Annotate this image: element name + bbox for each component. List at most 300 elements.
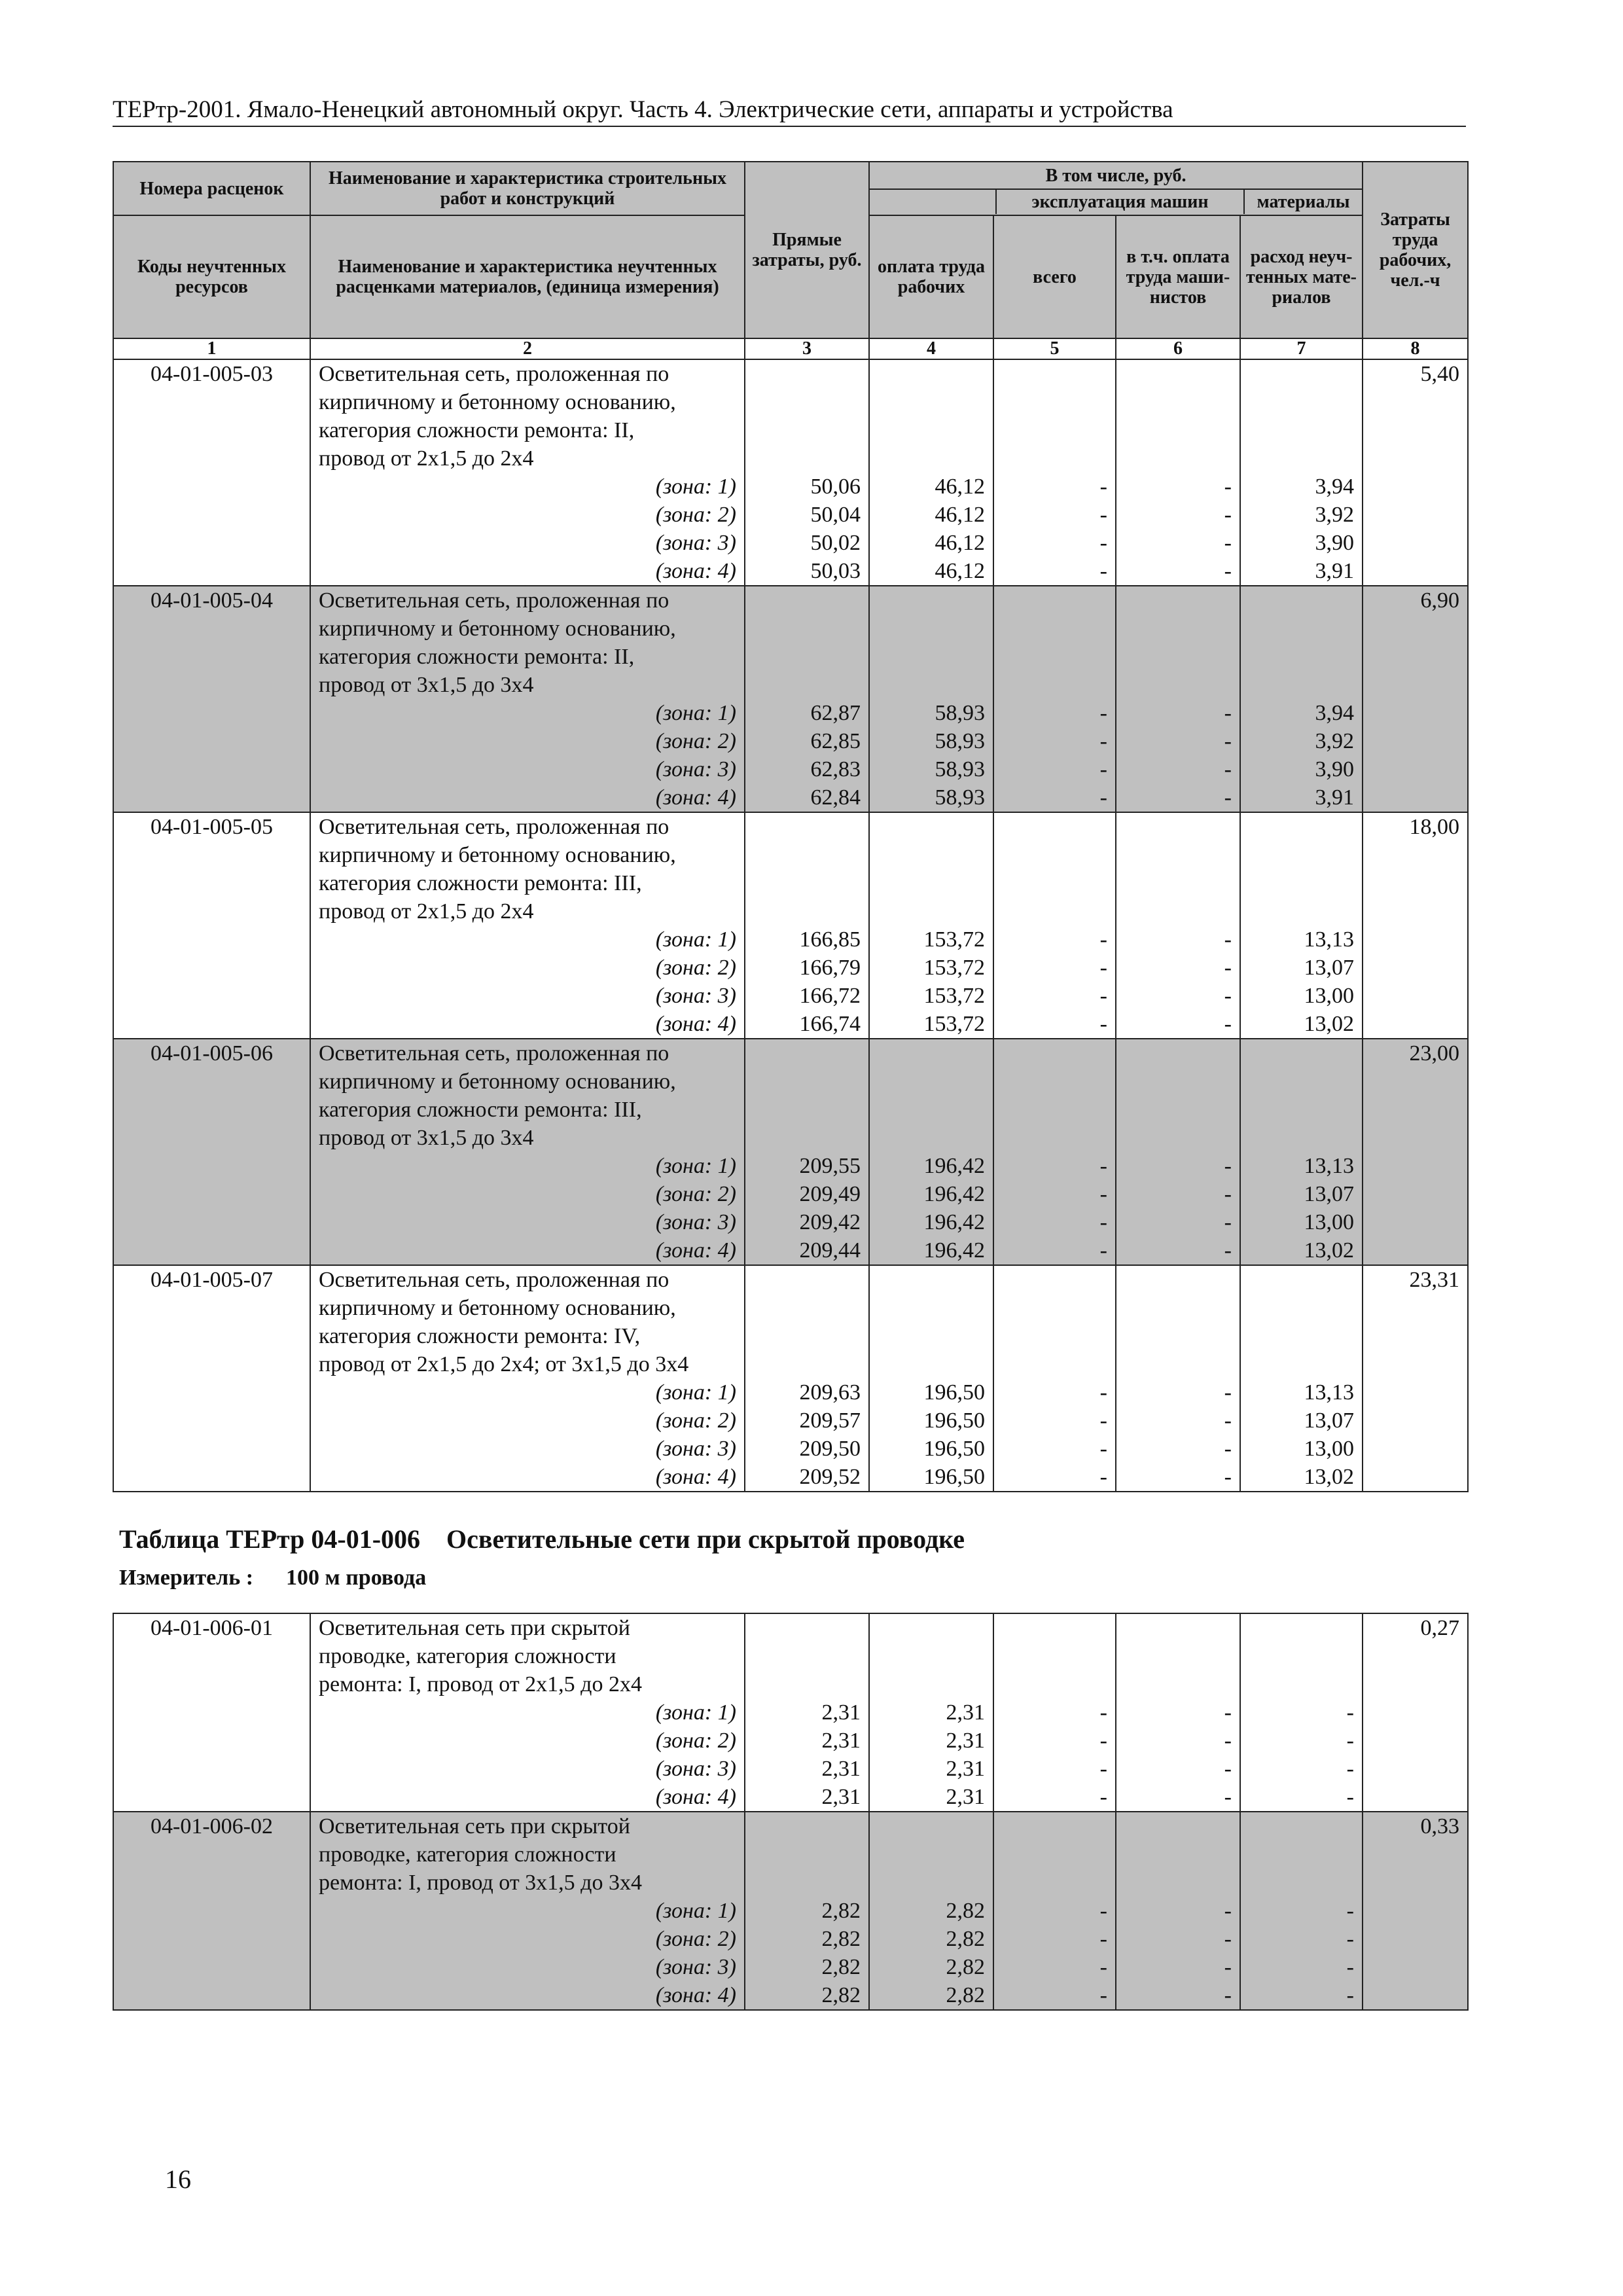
- col-number: 3: [745, 338, 869, 359]
- labor-pay: 153,72: [869, 954, 993, 982]
- rate-item: [113, 1613, 1468, 1812]
- empty-cell: [1363, 699, 1468, 727]
- empty-cell: [1363, 1755, 1468, 1783]
- empty-cell: [1116, 1124, 1240, 1152]
- measure-value: 100 м провода: [286, 1566, 427, 1590]
- materials-consumption: -: [1240, 1783, 1363, 1812]
- empty-cell: [993, 841, 1116, 869]
- machinist-pay: -: [1116, 557, 1240, 586]
- empty-cell: [869, 1067, 993, 1096]
- empty-cell: [745, 615, 869, 643]
- empty-cell: [1116, 643, 1240, 671]
- rate-description-line: ремонта: I, провод от 3x1,5 до 3x4: [310, 1869, 745, 1897]
- rate-description-line: Осветительная сеть, проложенная по: [310, 1039, 745, 1067]
- empty-cell: [993, 869, 1116, 897]
- empty-cell: [993, 671, 1116, 699]
- empty-cell: [993, 1265, 1116, 1294]
- direct-costs: 209,57: [745, 1407, 869, 1435]
- rates-table-006: [113, 1613, 1469, 2011]
- rate-description-line: провод от 2x1,5 до 2x4; от 3x1,5 до 3x4: [310, 1350, 745, 1378]
- materials-consumption: 3,90: [1240, 529, 1363, 557]
- rate-description-line: категория сложности ремонта: II,: [310, 643, 745, 671]
- zone-label: (зона: 1): [310, 1698, 745, 1727]
- empty-cell: [745, 812, 869, 841]
- direct-costs: 2,82: [745, 1981, 869, 2010]
- zone-label: (зона: 2): [310, 501, 745, 529]
- machine-total: -: [993, 1435, 1116, 1463]
- machinist-pay: -: [1116, 1463, 1240, 1492]
- empty-cell: [869, 897, 993, 925]
- empty-cell: [1363, 501, 1468, 529]
- empty-cell: [113, 1152, 310, 1180]
- empty-cell: [113, 1180, 310, 1208]
- direct-costs: 166,72: [745, 982, 869, 1010]
- rate-description-line: Осветительная сеть при скрытой: [310, 1812, 745, 1840]
- empty-cell: [113, 444, 310, 473]
- machinist-pay: -: [1116, 1236, 1240, 1265]
- empty-cell: [745, 1124, 869, 1152]
- machinist-pay: -: [1116, 699, 1240, 727]
- empty-cell: [113, 1010, 310, 1039]
- empty-cell: [1363, 1925, 1468, 1953]
- zone-row: [113, 1727, 1468, 1755]
- labor-pay: 153,72: [869, 982, 993, 1010]
- empty-cell: [869, 1869, 993, 1897]
- empty-cell: [1240, 586, 1363, 615]
- empty-cell: [113, 1378, 310, 1407]
- empty-cell: [1363, 1670, 1468, 1698]
- rate-description-line: Осветительная сеть, проложенная по: [310, 1265, 745, 1294]
- machine-total: -: [993, 1783, 1116, 1812]
- rate-description-line: категория сложности ремонта: III,: [310, 869, 745, 897]
- empty-cell: [1240, 1869, 1363, 1897]
- rate-description-line: кирпичному и бетонному основанию,: [310, 1067, 745, 1096]
- machinist-pay: -: [1116, 1378, 1240, 1407]
- empty-cell: [1240, 812, 1363, 841]
- machine-total: -: [993, 954, 1116, 982]
- empty-cell: [1116, 841, 1240, 869]
- empty-cell: [1363, 557, 1468, 586]
- empty-cell: [993, 643, 1116, 671]
- empty-cell: [1363, 643, 1468, 671]
- rate-code: 04-01-006-01: [113, 1613, 310, 1642]
- empty-cell: [869, 1613, 993, 1642]
- machine-total: -: [993, 1236, 1116, 1265]
- empty-cell: [1240, 1613, 1363, 1642]
- empty-cell: [745, 869, 869, 897]
- rate-description-line: Осветительная сеть, проложенная по: [310, 812, 745, 841]
- empty-cell: [745, 1613, 869, 1642]
- empty-cell: [1363, 755, 1468, 783]
- empty-cell: [113, 643, 310, 671]
- labor-pay: 58,93: [869, 699, 993, 727]
- empty-cell: [113, 1642, 310, 1670]
- empty-cell: [1363, 1208, 1468, 1236]
- empty-cell: [1240, 1096, 1363, 1124]
- empty-cell: [113, 388, 310, 416]
- rate-code: 04-01-005-04: [113, 586, 310, 615]
- empty-cell: [113, 1067, 310, 1096]
- labor-pay: 58,93: [869, 783, 993, 812]
- empty-cell: [869, 1265, 993, 1294]
- empty-cell: [869, 643, 993, 671]
- empty-cell: [745, 1039, 869, 1067]
- machinist-pay: -: [1116, 727, 1240, 755]
- materials-consumption: 13,02: [1240, 1236, 1363, 1265]
- zone-label: (зона: 3): [310, 529, 745, 557]
- col-name-materials: Наименование и характеристика неучтенных расценками материалов, (единица измерения): [310, 215, 745, 338]
- empty-cell: [993, 812, 1116, 841]
- empty-cell: [113, 1727, 310, 1755]
- rate-description-line: провод от 3x1,5 до 3x4: [310, 671, 745, 699]
- labor-costs: 23,31: [1363, 1265, 1468, 1294]
- labor-pay: 58,93: [869, 727, 993, 755]
- zone-row: [113, 954, 1468, 982]
- materials-consumption: 13,07: [1240, 1407, 1363, 1435]
- empty-cell: [745, 388, 869, 416]
- labor-pay: 46,12: [869, 501, 993, 529]
- materials-consumption: -: [1240, 1953, 1363, 1981]
- empty-cell: [745, 1840, 869, 1869]
- empty-cell: [869, 869, 993, 897]
- zone-row: [113, 1698, 1468, 1727]
- empty-cell: [869, 1096, 993, 1124]
- machine-total: -: [993, 982, 1116, 1010]
- empty-cell: [1116, 671, 1240, 699]
- empty-cell: [1363, 1727, 1468, 1755]
- empty-cell: [1240, 1350, 1363, 1378]
- materials-consumption: -: [1240, 1981, 1363, 2010]
- empty-cell: [993, 444, 1116, 473]
- empty-cell: [1116, 444, 1240, 473]
- empty-cell: [745, 671, 869, 699]
- direct-costs: 209,49: [745, 1180, 869, 1208]
- empty-cell: [113, 416, 310, 444]
- zone-label: (зона: 4): [310, 1010, 745, 1039]
- empty-cell: [1116, 615, 1240, 643]
- labor-costs: 6,90: [1363, 586, 1468, 615]
- empty-cell: [1363, 1463, 1468, 1492]
- empty-cell: [113, 1463, 310, 1492]
- labor-pay: 196,50: [869, 1378, 993, 1407]
- col-number: 4: [869, 338, 993, 359]
- zone-row: [113, 783, 1468, 812]
- empty-cell: [1240, 416, 1363, 444]
- empty-cell: [1240, 359, 1363, 388]
- rate-description-line: Осветительная сеть, проложенная по: [310, 586, 745, 615]
- machine-total: -: [993, 1180, 1116, 1208]
- empty-cell: [1116, 359, 1240, 388]
- col-number: 2: [310, 338, 745, 359]
- materials-consumption: 13,07: [1240, 954, 1363, 982]
- machine-total: -: [993, 557, 1116, 586]
- empty-cell: [1240, 841, 1363, 869]
- zone-label: (зона: 4): [310, 1981, 745, 2010]
- zone-row: [113, 1236, 1468, 1265]
- labor-pay: 196,42: [869, 1236, 993, 1265]
- empty-cell: [1116, 388, 1240, 416]
- machine-total: -: [993, 1378, 1116, 1407]
- empty-cell: [113, 1897, 310, 1925]
- zone-label: (зона: 2): [310, 1180, 745, 1208]
- empty-cell: [113, 841, 310, 869]
- col-number: 7: [1240, 338, 1363, 359]
- labor-pay: 58,93: [869, 755, 993, 783]
- measure-unit: [119, 1564, 426, 1592]
- rate-item: [113, 586, 1468, 812]
- empty-cell: [113, 1783, 310, 1812]
- empty-cell: [1363, 1783, 1468, 1812]
- machinist-pay: -: [1116, 1435, 1240, 1463]
- col-labor-costs: Затраты труда рабочих, чел.-ч: [1363, 162, 1468, 338]
- empty-cell: [869, 841, 993, 869]
- col-direct-costs: Прямые затраты, руб.: [745, 162, 869, 338]
- col-machine-operation: эксплуатация машин: [995, 190, 1245, 214]
- empty-cell: [993, 1039, 1116, 1067]
- col-machinist-pay: в т.ч. оплата труда маши-нистов: [1116, 215, 1240, 338]
- col-including: [869, 162, 1363, 215]
- materials-consumption: 3,92: [1240, 727, 1363, 755]
- empty-cell: [993, 1869, 1116, 1897]
- empty-cell: [113, 1981, 310, 2010]
- empty-cell: [1363, 1350, 1468, 1378]
- empty-cell: [1363, 1642, 1468, 1670]
- zone-row: [113, 1463, 1468, 1492]
- empty-cell: [113, 1869, 310, 1897]
- direct-costs: 50,02: [745, 529, 869, 557]
- empty-cell: [1363, 1294, 1468, 1322]
- machinist-pay: -: [1116, 982, 1240, 1010]
- table-name: Осветительные сети при скрытой проводке: [446, 1524, 965, 1554]
- rate-description-line: Осветительная сеть, проложенная по: [310, 359, 745, 388]
- empty-cell: [1363, 671, 1468, 699]
- rate-item: [113, 359, 1468, 586]
- empty-cell: [745, 1350, 869, 1378]
- zone-label: (зона: 3): [310, 1755, 745, 1783]
- rate-description-line: кирпичному и бетонному основанию,: [310, 615, 745, 643]
- empty-cell: [1240, 897, 1363, 925]
- direct-costs: 2,31: [745, 1698, 869, 1727]
- empty-cell: [1240, 388, 1363, 416]
- empty-cell: [1240, 615, 1363, 643]
- machinist-pay: -: [1116, 501, 1240, 529]
- labor-pay: 2,82: [869, 1953, 993, 1981]
- labor-costs: 0,33: [1363, 1812, 1468, 1840]
- empty-cell: [1240, 643, 1363, 671]
- empty-cell: [1363, 1067, 1468, 1096]
- materials-consumption: -: [1240, 1727, 1363, 1755]
- empty-cell: [993, 1642, 1116, 1670]
- empty-cell: [1363, 1124, 1468, 1152]
- empty-cell: [1240, 671, 1363, 699]
- empty-cell: [113, 1435, 310, 1463]
- direct-costs: 2,31: [745, 1783, 869, 1812]
- direct-costs: 2,82: [745, 1925, 869, 1953]
- col-materials-consumption: расход неуч-тенных мате-риалов: [1240, 215, 1363, 338]
- empty-cell: [1363, 1180, 1468, 1208]
- empty-cell: [1116, 897, 1240, 925]
- labor-pay: 2,31: [869, 1698, 993, 1727]
- materials-consumption: 13,02: [1240, 1463, 1363, 1492]
- col-name-works: Наименование и характеристика строительных работ и конструкций: [310, 162, 745, 215]
- rate-code: 04-01-005-03: [113, 359, 310, 388]
- machine-total: -: [993, 1463, 1116, 1492]
- empty-cell: [869, 444, 993, 473]
- table-title: [119, 1524, 965, 1555]
- machine-total: -: [993, 1698, 1116, 1727]
- labor-pay: 153,72: [869, 1010, 993, 1039]
- machinist-pay: -: [1116, 529, 1240, 557]
- zone-label: (зона: 3): [310, 1435, 745, 1463]
- zone-label: (зона: 3): [310, 982, 745, 1010]
- empty-cell: [1116, 416, 1240, 444]
- empty-cell: [993, 388, 1116, 416]
- machinist-pay: -: [1116, 1897, 1240, 1925]
- empty-cell: [745, 444, 869, 473]
- empty-cell: [869, 1350, 993, 1378]
- empty-cell: [869, 416, 993, 444]
- materials-consumption: 3,94: [1240, 699, 1363, 727]
- empty-cell: [113, 473, 310, 501]
- empty-cell: [1116, 1265, 1240, 1294]
- rate-item: [113, 1812, 1468, 2010]
- empty-cell: [993, 359, 1116, 388]
- empty-cell: [1363, 1869, 1468, 1897]
- machine-total: -: [993, 1953, 1116, 1981]
- labor-pay: 2,82: [869, 1925, 993, 1953]
- empty-cell: [1363, 897, 1468, 925]
- materials-consumption: -: [1240, 1897, 1363, 1925]
- direct-costs: 2,82: [745, 1953, 869, 1981]
- empty-cell: [1363, 1378, 1468, 1407]
- empty-cell: [113, 557, 310, 586]
- col-rate-numbers: Номера расценок: [113, 162, 310, 215]
- labor-pay: 196,42: [869, 1208, 993, 1236]
- empty-cell: [869, 359, 993, 388]
- rate-code: 04-01-005-05: [113, 812, 310, 841]
- empty-cell: [745, 1294, 869, 1322]
- col-resource-codes: Коды неучтенных ресурсов: [113, 215, 310, 338]
- direct-costs: 166,74: [745, 1010, 869, 1039]
- zone-label: (зона: 1): [310, 1897, 745, 1925]
- rate-description-line: проводке, категория сложности: [310, 1840, 745, 1869]
- empty-cell: [869, 1840, 993, 1869]
- empty-cell: [869, 1642, 993, 1670]
- empty-cell: [113, 501, 310, 529]
- empty-cell: [869, 1294, 993, 1322]
- empty-cell: [1240, 1067, 1363, 1096]
- direct-costs: 209,55: [745, 1152, 869, 1180]
- direct-costs: 50,03: [745, 557, 869, 586]
- zone-label: (зона: 2): [310, 727, 745, 755]
- materials-consumption: 3,92: [1240, 501, 1363, 529]
- labor-pay: 196,42: [869, 1180, 993, 1208]
- materials-consumption: 13,00: [1240, 1435, 1363, 1463]
- empty-cell: [993, 1812, 1116, 1840]
- empty-cell: [1116, 1642, 1240, 1670]
- rates-table-005: [113, 161, 1469, 1492]
- empty-cell: [1363, 1407, 1468, 1435]
- zone-label: (зона: 4): [310, 1463, 745, 1492]
- measure-label: Измеритель :: [119, 1566, 254, 1590]
- machine-total: -: [993, 1925, 1116, 1953]
- materials-consumption: 13,13: [1240, 925, 1363, 954]
- empty-cell: [113, 1840, 310, 1869]
- zone-row: [113, 1152, 1468, 1180]
- empty-cell: [1363, 925, 1468, 954]
- empty-cell: [869, 388, 993, 416]
- materials-consumption: 13,13: [1240, 1378, 1363, 1407]
- machinist-pay: -: [1116, 755, 1240, 783]
- empty-cell: [113, 1755, 310, 1783]
- zone-row: [113, 473, 1468, 501]
- materials-consumption: 13,02: [1240, 1010, 1363, 1039]
- machinist-pay: -: [1116, 1727, 1240, 1755]
- empty-cell: [1240, 1642, 1363, 1670]
- empty-cell: [113, 954, 310, 982]
- empty-cell: [1116, 1869, 1240, 1897]
- empty-cell: [1116, 1322, 1240, 1350]
- empty-cell: [1116, 869, 1240, 897]
- zone-label: (зона: 3): [310, 1953, 745, 1981]
- empty-cell: [993, 1294, 1116, 1322]
- zone-row: [113, 529, 1468, 557]
- zone-label: (зона: 1): [310, 925, 745, 954]
- col-number: 1: [113, 338, 310, 359]
- empty-cell: [993, 1096, 1116, 1124]
- machinist-pay: -: [1116, 925, 1240, 954]
- empty-cell: [1116, 1067, 1240, 1096]
- empty-cell: [113, 897, 310, 925]
- empty-cell: [113, 1124, 310, 1152]
- table-number: Таблица ТЕРтр 04-01-006: [119, 1524, 421, 1554]
- empty-cell: [1240, 1265, 1363, 1294]
- empty-cell: [993, 1067, 1116, 1096]
- empty-cell: [1363, 783, 1468, 812]
- empty-cell: [1363, 388, 1468, 416]
- empty-cell: [869, 1812, 993, 1840]
- machinist-pay: -: [1116, 783, 1240, 812]
- zone-row: [113, 1925, 1468, 1953]
- empty-cell: [1116, 1670, 1240, 1698]
- empty-cell: [993, 897, 1116, 925]
- zone-label: (зона: 1): [310, 473, 745, 501]
- empty-cell: [1240, 444, 1363, 473]
- direct-costs: 2,82: [745, 1897, 869, 1925]
- rate-description-line: провод от 2x1,5 до 2x4: [310, 444, 745, 473]
- direct-costs: 166,79: [745, 954, 869, 982]
- direct-costs: 62,85: [745, 727, 869, 755]
- zone-label: (зона: 2): [310, 1727, 745, 1755]
- machinist-pay: -: [1116, 1953, 1240, 1981]
- empty-cell: [745, 1067, 869, 1096]
- empty-cell: [745, 1869, 869, 1897]
- direct-costs: 209,52: [745, 1463, 869, 1492]
- zone-label: (зона: 2): [310, 1925, 745, 1953]
- empty-cell: [1363, 473, 1468, 501]
- empty-cell: [113, 1236, 310, 1265]
- empty-cell: [993, 416, 1116, 444]
- col-materials: материалы: [1257, 191, 1350, 212]
- machine-total: -: [993, 1981, 1116, 2010]
- running-header: ТЕРтр-2001. Ямало-Ненецкий автономный округ. Часть 4. Электрические сети, аппараты и устройства: [113, 96, 1466, 127]
- empty-cell: [1363, 982, 1468, 1010]
- empty-cell: [1363, 1897, 1468, 1925]
- empty-cell: [1363, 1435, 1468, 1463]
- empty-cell: [1116, 1812, 1240, 1840]
- materials-consumption: -: [1240, 1698, 1363, 1727]
- zone-row: [113, 1407, 1468, 1435]
